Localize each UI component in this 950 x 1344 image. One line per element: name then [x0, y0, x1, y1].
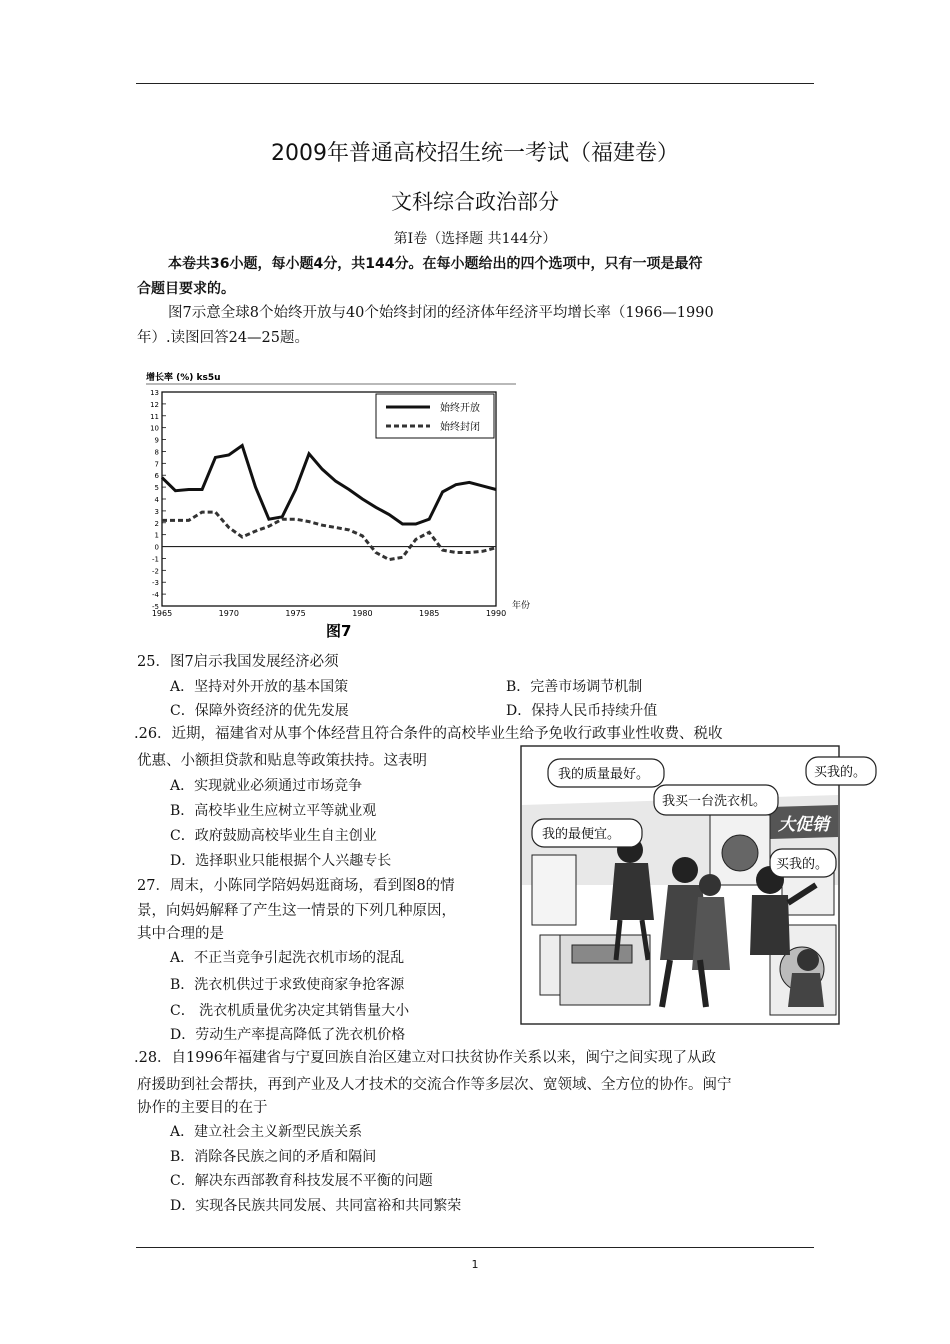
y-tick-label: 1: [154, 531, 159, 540]
bubble-text-5: 买我的。: [776, 857, 829, 872]
q28-line-1: .28．自1996年福建省与宁夏回族自治区建立对口扶贫协作关系以来，闽宁之间实现了从政: [134, 1050, 716, 1066]
speech-bubble-5: [770, 849, 836, 877]
q28-option-c: C．解决东西部教育科技发展不平衡的问题: [170, 1173, 433, 1189]
y-tick-label: -1: [152, 555, 159, 564]
top-rule: [136, 83, 814, 84]
x-tick-label: 1975: [285, 609, 306, 618]
q26-line-2: 优惠、小额担贷款和贴息等政策扶持。这表明: [137, 753, 427, 769]
intro-line-1: 图7示意全球8个始终开放与40个始终封闭的经济体年经济平均增长率（1966—1990: [168, 305, 714, 321]
q25-option-a: A．坚持对外开放的基本国策: [170, 679, 349, 695]
y-tick-label: 5: [154, 484, 159, 493]
instructions-line-1: 本卷共36小题，每小题4分，共144分。在每小题给出的四个选项中，只有一项是最符: [168, 256, 703, 272]
q27-line-2: 景，向妈妈解释了产生这一情景的下列几种原因，: [137, 903, 456, 919]
speech-bubble-4: [532, 819, 642, 847]
bottom-rule: [136, 1247, 814, 1248]
y-tick-label: 4: [154, 496, 159, 504]
q27-line-3: 其中合理的是: [137, 926, 224, 942]
section-heading: 第Ⅰ卷（选择题 共144分）: [393, 231, 557, 247]
q27-line-1: 27．周末，小陈同学陪妈妈逛商场，看到图8的情: [137, 878, 455, 894]
y-tick-label: -3: [152, 579, 159, 588]
q28-option-a: A．建立社会主义新型民族关系: [170, 1124, 363, 1140]
x-tick-label: 1985: [419, 609, 440, 618]
q27-option-b: B．洗衣机供过于求致使商家争抢客源: [170, 977, 405, 993]
bubble-text-4: 我的最便宜。: [542, 827, 621, 842]
q25-stem: 25．图7启示我国发展经济必须: [137, 654, 339, 670]
y-tick-label: 3: [154, 507, 159, 516]
bubble-text-2: 我买一台洗衣机。: [662, 794, 767, 809]
instructions-line-2: 合题目要求的。: [137, 281, 235, 297]
y-tick-label: 2: [154, 519, 159, 528]
legend-label-closed: 始终封闭: [440, 422, 480, 433]
y-tick-label: 10: [150, 424, 159, 433]
y-tick-label: -4: [152, 591, 159, 600]
speech-bubble-2: [654, 785, 778, 815]
q26-option-b: B．高校毕业生应树立平等就业观: [170, 803, 377, 819]
q28-option-d: D．实现各民族共同发展、共同富裕和共同繁荣: [170, 1198, 462, 1214]
q26-line-1: .26．近期，福建省对从事个体经营且符合条件的高校毕业生给予免收行政事业性收费、税收: [134, 726, 723, 742]
q28-line-3: 协作的主要目的在于: [137, 1100, 268, 1116]
intro-line-2: 年）.读图回答24—25题。: [137, 330, 310, 346]
q27-option-d: D．劳动生产率提高降低了洗衣机价格: [170, 1027, 406, 1043]
chart-ylabel: 增长率 (%) ks5u: [146, 373, 221, 383]
bubble-text-3: 买我的。: [814, 765, 867, 780]
washing-machine-front: [560, 935, 650, 1005]
exam-title: 2009年普通高校招生统一考试（福建卷）: [271, 141, 679, 166]
figure-7-chart: [140, 364, 540, 644]
x-tick-label: 1970: [218, 609, 239, 618]
x-tick-label: 1965: [151, 609, 173, 618]
y-tick-label: 7: [154, 460, 159, 469]
banner-text: 大促销: [778, 815, 829, 835]
y-tick-label: 11: [150, 412, 159, 421]
q27-option-c: C． 洗衣机质量优劣决定其销售量大小: [170, 1003, 410, 1019]
q28-line-2: 府援助到社会帮扶，再到产业及人才技术的交流合作等多层次、宽领域、全方位的协作。闽宁: [137, 1077, 732, 1093]
y-tick-label: -2: [152, 567, 159, 576]
bubble-text-1: 我的质量最好。: [558, 767, 650, 782]
series-line-closed: [162, 512, 496, 560]
q27-option-a: A．不正当竞争引起洗衣机市场的混乱: [170, 950, 405, 966]
q25-option-c: C．保障外资经济的优先发展: [170, 703, 349, 719]
speech-bubble-3: [802, 757, 876, 785]
q25-option-d: D．保持人民币持续升值: [506, 703, 658, 719]
chart-xlabel: 年份: [512, 601, 531, 611]
y-tick-label: 0: [154, 543, 159, 552]
q26-option-a: A．实现就业必须通过市场竞争: [170, 778, 363, 794]
q28-option-b: B．消除各民族之间的矛盾和隔间: [170, 1149, 377, 1165]
y-tick-label: 13: [150, 389, 159, 397]
x-tick-label: 1980: [352, 609, 373, 618]
legend-label-open: 始终开放: [440, 403, 480, 414]
chart-caption: 图7: [326, 622, 352, 640]
q25-option-b: B．完善市场调节机制: [506, 679, 643, 695]
y-tick-label: 12: [150, 400, 159, 409]
figure-8-cartoon: [520, 745, 867, 1025]
page-number: 1: [471, 1258, 479, 1271]
y-tick-label: -5: [152, 603, 159, 611]
exam-subtitle: 文科综合政治部分: [391, 190, 559, 214]
x-tick-label: 1990: [485, 609, 507, 618]
y-tick-label: 9: [154, 436, 159, 445]
q26-option-d: D．选择职业只能根据个人兴趣专长: [170, 853, 392, 869]
y-tick-label: 8: [154, 448, 159, 457]
speech-bubble-1: [548, 759, 664, 787]
y-tick-label: 6: [154, 472, 159, 481]
q26-option-c: C．政府鼓励高校毕业生自主创业: [170, 828, 377, 844]
